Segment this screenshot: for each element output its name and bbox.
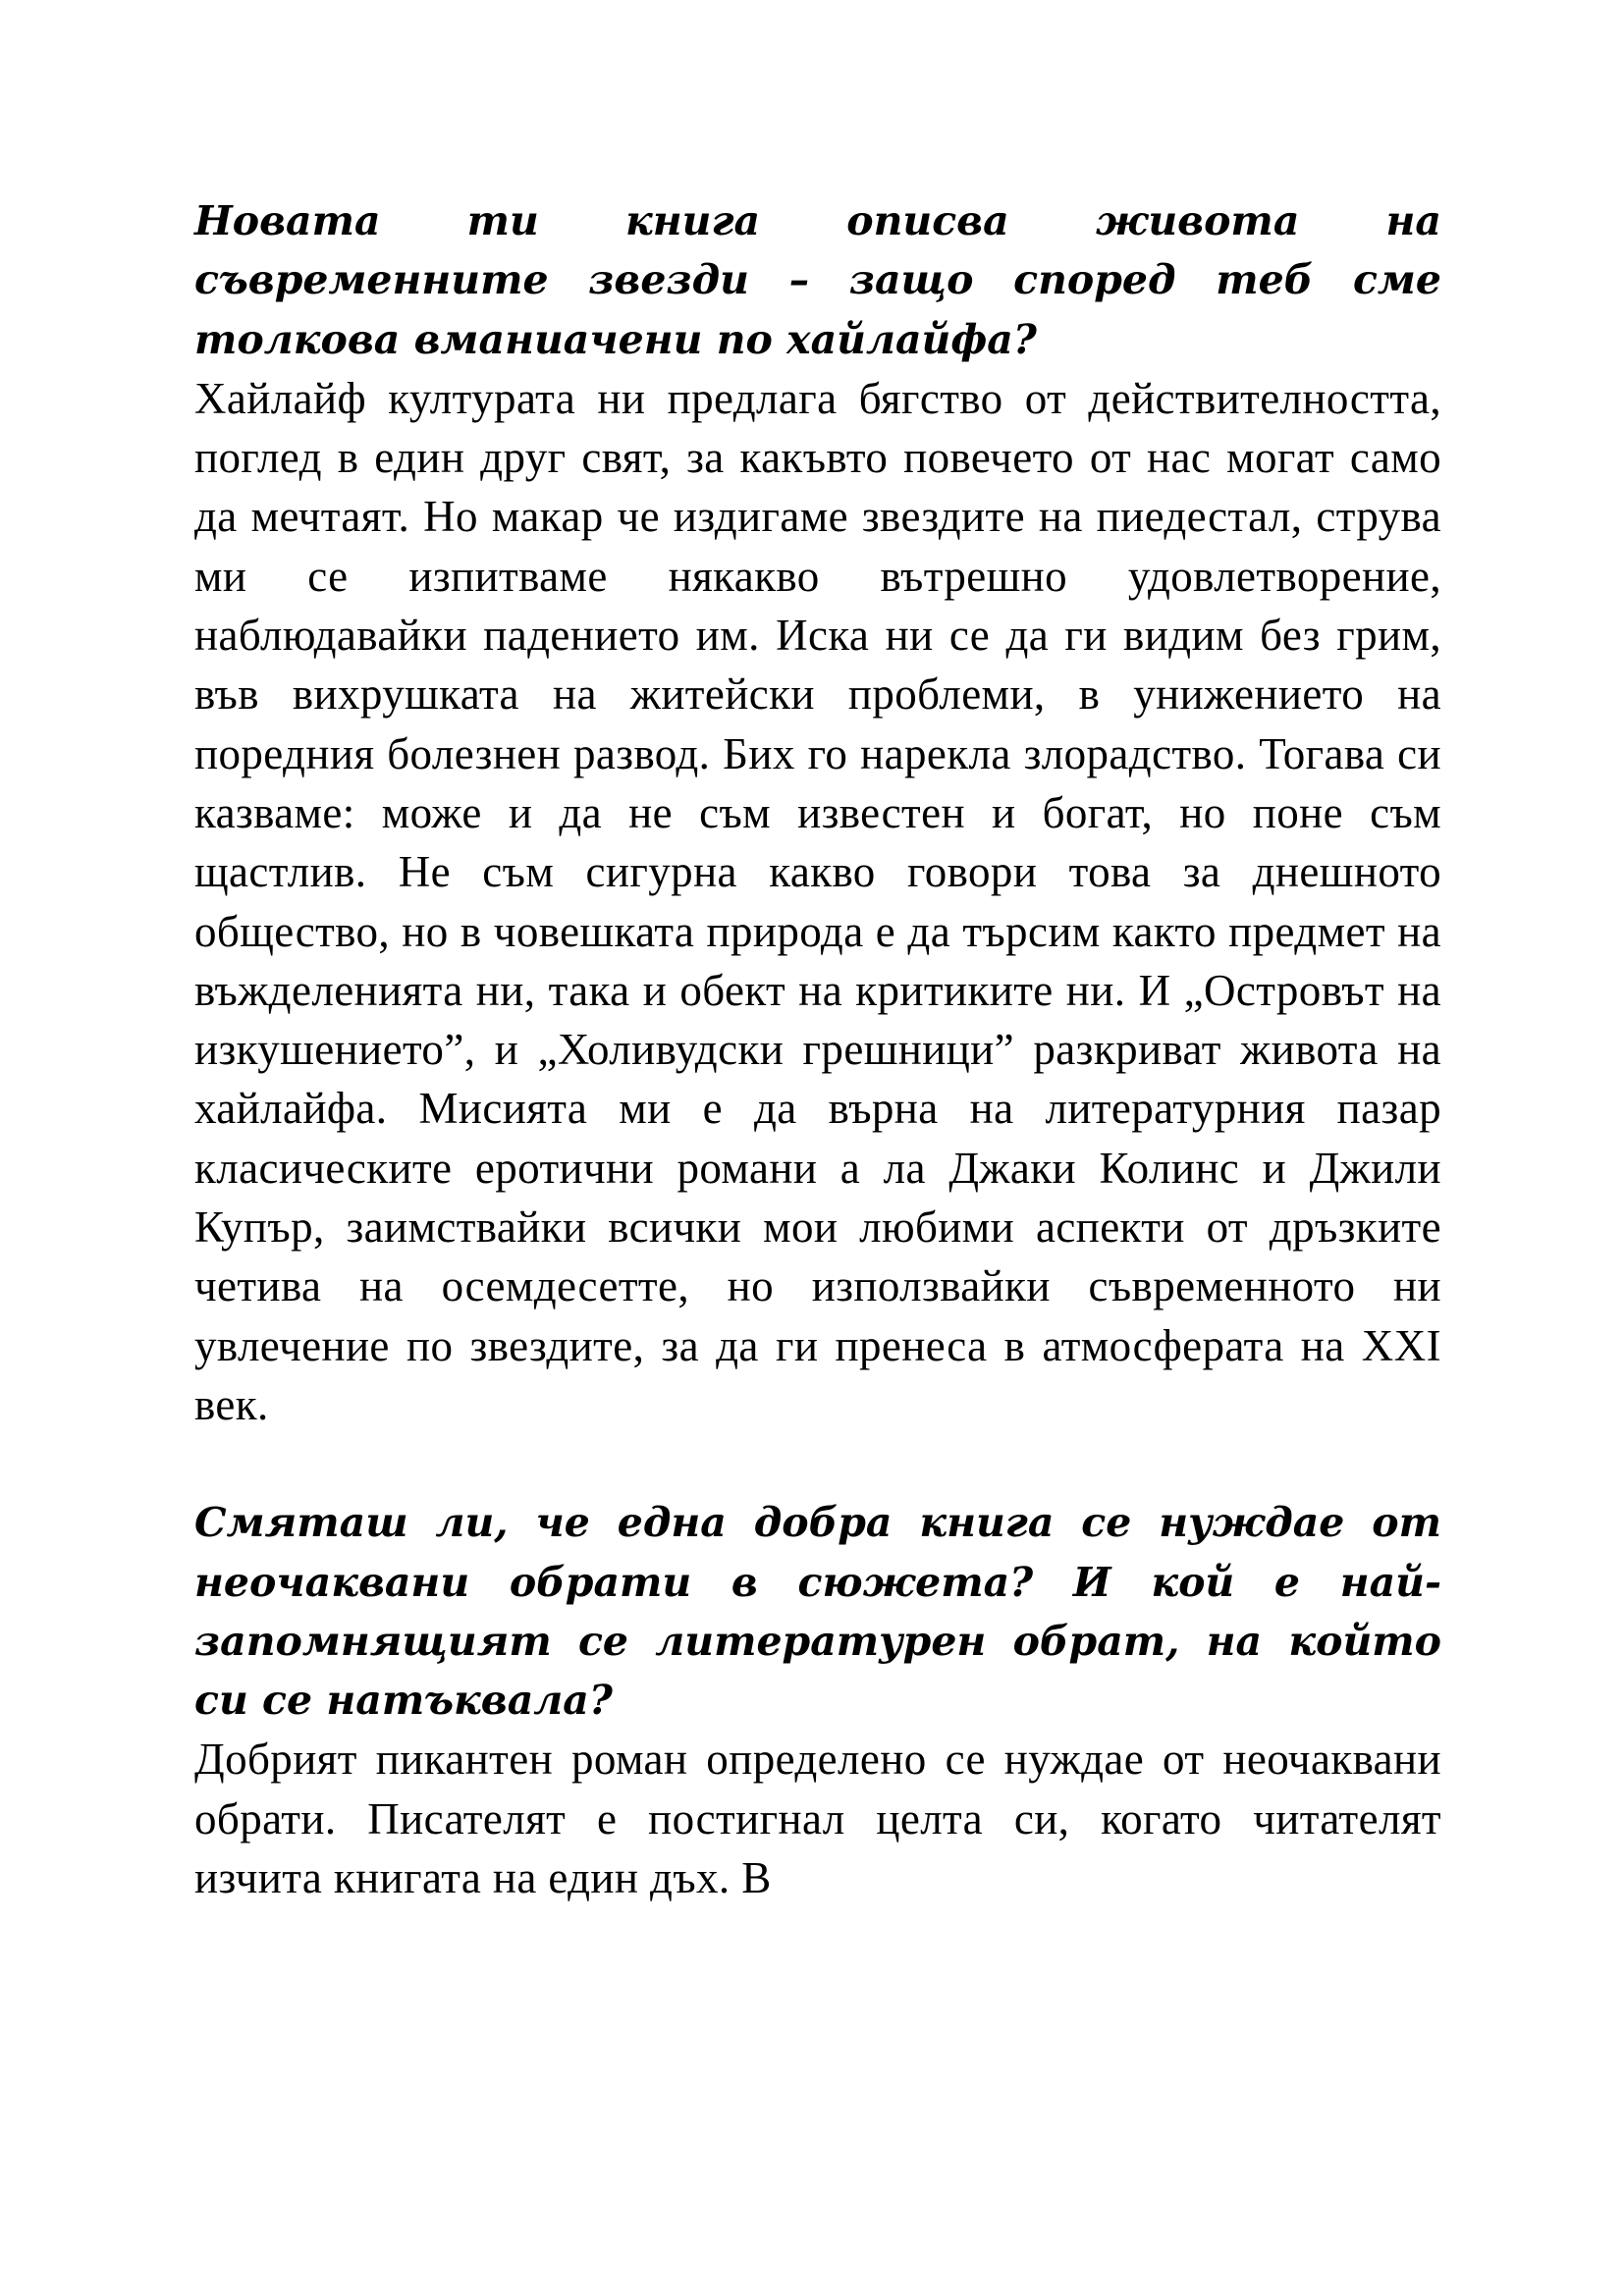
interview-question-2: Смяташ ли, че една добра книга се нуждае от неочаквани обрати в сюжета? И кой е най-запомнящият се литературен обрат, на който си се натъквала? bbox=[194, 1499, 1441, 1725]
document-page bbox=[194, 191, 1441, 1907]
interview-answer-2: Добрият пикантен роман определено се нуждае от неочаквани обрати. Писателят е постигнал целта си, когато читателят изчита книгата на един дъх. В bbox=[194, 1735, 1441, 1903]
paragraph-gap bbox=[194, 1434, 1441, 1493]
interview-question-1: Новата ти книга описва живота на съвременните звезди – защо според теб сме толкова вманиачени по хайлайфа? bbox=[194, 197, 1441, 363]
interview-answer-1: Хайлайф културата ни предлага бягство от действителността, поглед в един друг свят, за какъвто повечето от нас могат само да мечтаят. Но макар че издигаме звездите на пиедестал, струва ми се изпитваме някакво вътрешно удовлетворение, наблюдавайки падението им. Иска ни се да ги видим без грим, във вихрушката на житейски проблеми, в унижението на поредния болезнен развод. Бих го нарекла злорадство. Тогава си казваме: може и да не съм известен и богат, но поне съм щастлив. Не съм сигурна какво говори това за днешното общество, но в човешката природа е да търсим както предмет на въжделенията ни, така и обект на критиките ни. И „Островът на изкушението”, и „Холивудски грешници” разкриват живота на хайлайфа. Мисията ми е да върна на литературния пазар класическите еротични романи а ла Джаки Колинс и Джили Купър, заимствайки всички мои любими аспекти от дръзките четива на осемдесетте, но използвайки съвременното ни увлечение по звездите, за да ги пренеса в атмосферата на XXI век. bbox=[194, 373, 1441, 1429]
